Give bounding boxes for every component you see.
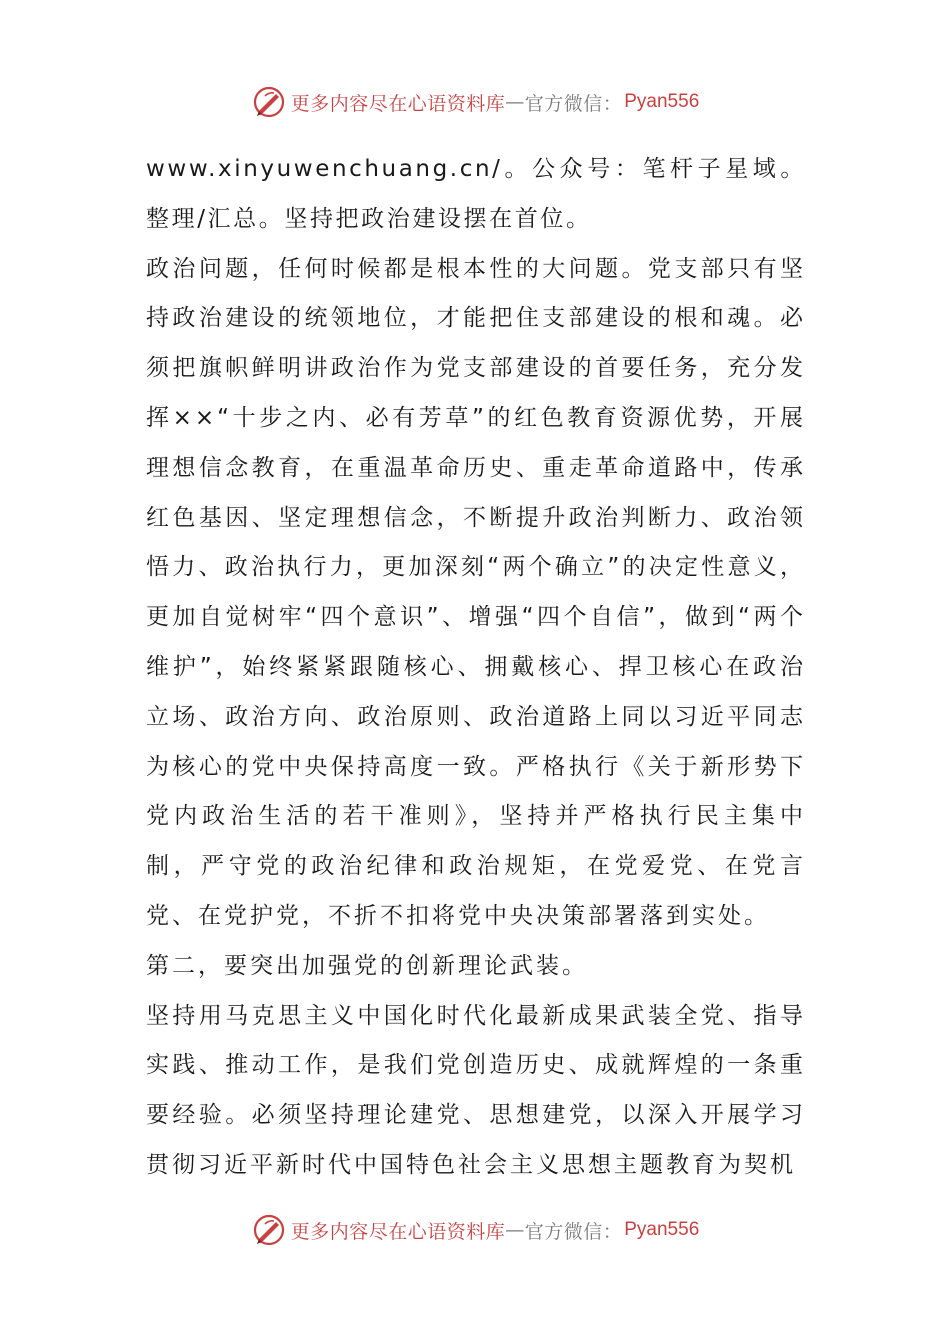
watermark-banner-top [0, 82, 950, 122]
paragraph-1: www.xinyuwenchuang.cn/。公众号：笔杆子星域。整理/汇总。坚持把政治建设摆在首位。 [146, 156, 806, 232]
paragraph-3-heading: 第二，要突出加强党的创新理论武装。 [146, 952, 588, 979]
watermark-dash: — [505, 1219, 525, 1241]
paragraph-2: 政治问题，任何时候都是根本性的大问题。党支部只有坚持政治建设的统领地位，才能把住支部建设的根和魂。必须把旗帜鲜明讲政治作为党支部建设的首要任务，充分发挥××“十步之内、必有芳草”的红色教育资源优势，开展理想信念教育，在重温革命历史、重走革命道路中，传承红色基因、坚定理想信念，不断提升政治判断力、政治领悟力、政治执行力，更加深刻“两个确立”的决定性意义，更加自觉树牢“四个意识”、增强“四个自信”，做到“两个维护”，始终紧紧跟随核心、拥戴核心、捍卫核心在政治立场、政治方向、政治原则、政治道路上同以习近平同志为核心的党中央保持高度一致。严格执行《关于新形势下党内政治生活的若干准则》，坚持并严格执行民主集中制，严守党的政治纪律和政治规矩，在党爱党、在党言党、在党护党，不折不扣将党中央决策部署落到实处。 [146, 255, 806, 929]
watermark-wechat-id: Pyan556 [624, 1219, 700, 1240]
paragraph-4: 坚持用马克思主义中国化时代化最新成果武装全党、指导实践、推动工作，是我们党创造历史、成就辉煌的一条重要经验。必须坚持理论建党、思想建党，以深入开展学习贯彻习近平新时代中国特色社会主义思想主题教育为契机 [146, 1002, 806, 1178]
watermark-dash: — [505, 91, 525, 113]
watermark-main-text: 更多内容尽在心语资料库 [290, 1220, 506, 1243]
watermark-sub-text: 官方微信： [524, 1220, 623, 1243]
watermark-main-text: 更多内容尽在心语资料库 [290, 92, 506, 115]
watermark-sub-text: 官方微信： [524, 92, 623, 115]
pen-seal-logo-icon [251, 1212, 287, 1248]
document-body [146, 145, 806, 1191]
watermark-wechat-id: Pyan556 [624, 91, 700, 112]
watermark-banner-bottom [0, 1210, 950, 1250]
pen-seal-logo-icon [251, 84, 287, 120]
